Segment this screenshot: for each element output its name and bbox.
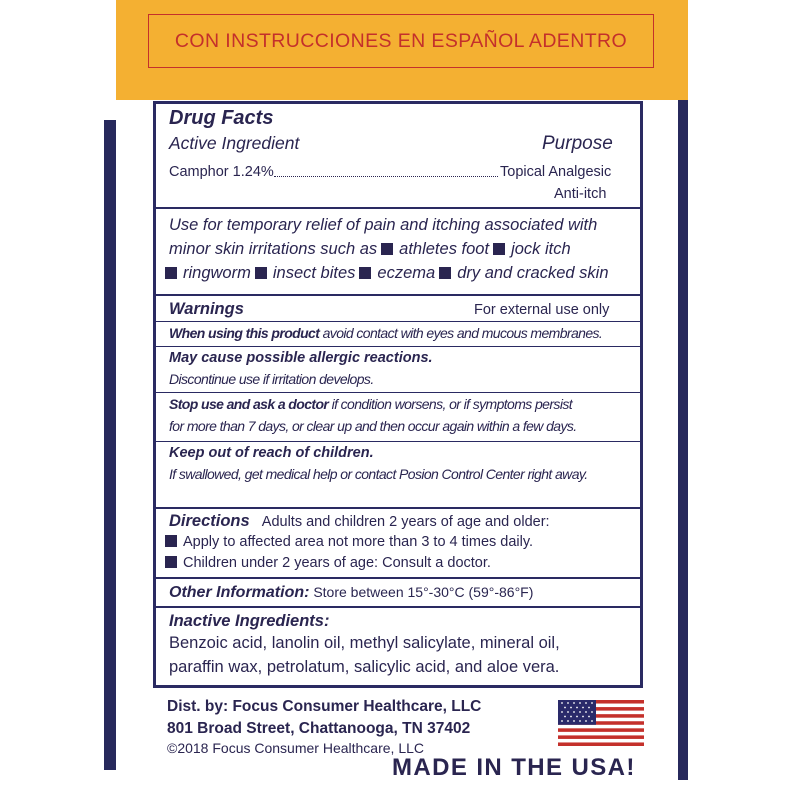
spanish-instructions-banner: [148, 14, 654, 68]
uses-line-2: minor skin irritations such as athletes foot jock itch: [169, 240, 571, 258]
directions-line: Directions Adults and children 2 years of age and older:: [169, 512, 550, 530]
bullet-icon: [165, 556, 177, 568]
keep-out-heading: Keep out of reach of children.: [169, 445, 374, 461]
inactive-line-2: paraffin wax, petrolatum, salicylic acid, and aloe vera.: [169, 658, 560, 676]
bullet-icon: [493, 243, 505, 255]
uses-section: [156, 207, 640, 291]
divider: [156, 321, 640, 322]
distributor-line-2: 801 Broad Street, Chattanooga, TN 37402: [167, 720, 471, 737]
purpose-heading: Purpose: [542, 133, 613, 154]
purpose-anti-itch: Anti-itch: [554, 186, 607, 202]
bullet-icon: [255, 267, 267, 279]
uses-line-1: Use for temporary relief of pain and itching associated with: [169, 216, 598, 234]
warnings-heading: Warnings: [169, 300, 244, 318]
warnings-section: [156, 294, 640, 504]
directions-section: [156, 507, 640, 577]
purpose-analgesic: Topical Analgesic: [500, 164, 612, 180]
active-ingredient-heading: Active Ingredient: [169, 133, 300, 153]
divider: [156, 441, 640, 442]
drug-facts-panel: [153, 101, 643, 688]
distributor-line-1: Dist. by: Focus Consumer Healthcare, LLC: [167, 698, 482, 715]
copyright-line: ©2018 Focus Consumer Healthcare, LLC: [167, 740, 424, 756]
right-side-stripe: [678, 90, 688, 780]
bullet-icon: [381, 243, 393, 255]
bullet-icon: [165, 535, 177, 547]
made-in-usa-text: MADE IN THE USA!: [392, 754, 636, 781]
directions-heading: Directions: [169, 512, 250, 530]
bullet-icon: [165, 267, 177, 279]
leader-dots: [274, 176, 498, 177]
spanish-banner-text: CON INSTRUCCIONES EN ESPAÑOL ADENTRO: [174, 29, 628, 52]
inactive-heading: Inactive Ingredients:: [169, 612, 330, 630]
divider: [156, 346, 640, 347]
divider: [156, 392, 640, 393]
bullet-icon: [439, 267, 451, 279]
external-use-note: For external use only: [474, 302, 610, 318]
inactive-line-1: Benzoic acid, lanolin oil, methyl salicylate, mineral oil,: [169, 634, 560, 652]
other-info-section: [156, 577, 640, 607]
other-info-line: Other Information: Store between 15°-30°C (59°-86°F): [169, 584, 534, 601]
us-flag-icon: [558, 700, 644, 746]
directions-item-1: Apply to affected area not more than 3 to 4 times daily.: [165, 534, 533, 550]
directions-item-2: Children under 2 years of age: Consult a doctor.: [165, 555, 491, 571]
allergic-heading: May cause possible allergic reactions.: [169, 350, 433, 366]
stop-use-text: Stop use and ask a doctor if condition worsens, or if symptoms persist: [169, 396, 573, 412]
drug-facts-title: Drug Facts: [169, 107, 274, 129]
left-side-stripe: [104, 120, 116, 770]
background-left: [0, 0, 8, 800]
uses-line-3: ringworm insect bites eczema dry and cracked skin: [165, 264, 609, 283]
when-using-text: When using this product avoid contact with eyes and mucous membranes.: [169, 325, 603, 341]
keep-out-text: If swallowed, get medical help or contact Posion Control Center right away.: [169, 466, 588, 482]
other-info-heading: Other Information:: [169, 584, 310, 601]
bullet-icon: [359, 267, 371, 279]
stop-use-text-2: for more than 7 days, or clear up and then occur again within a few days.: [169, 418, 577, 434]
active-ingredient: Camphor 1.24%: [169, 164, 274, 180]
allergic-text: Discontinue use if irritation develops.: [169, 371, 374, 387]
inactive-section: [156, 606, 640, 688]
